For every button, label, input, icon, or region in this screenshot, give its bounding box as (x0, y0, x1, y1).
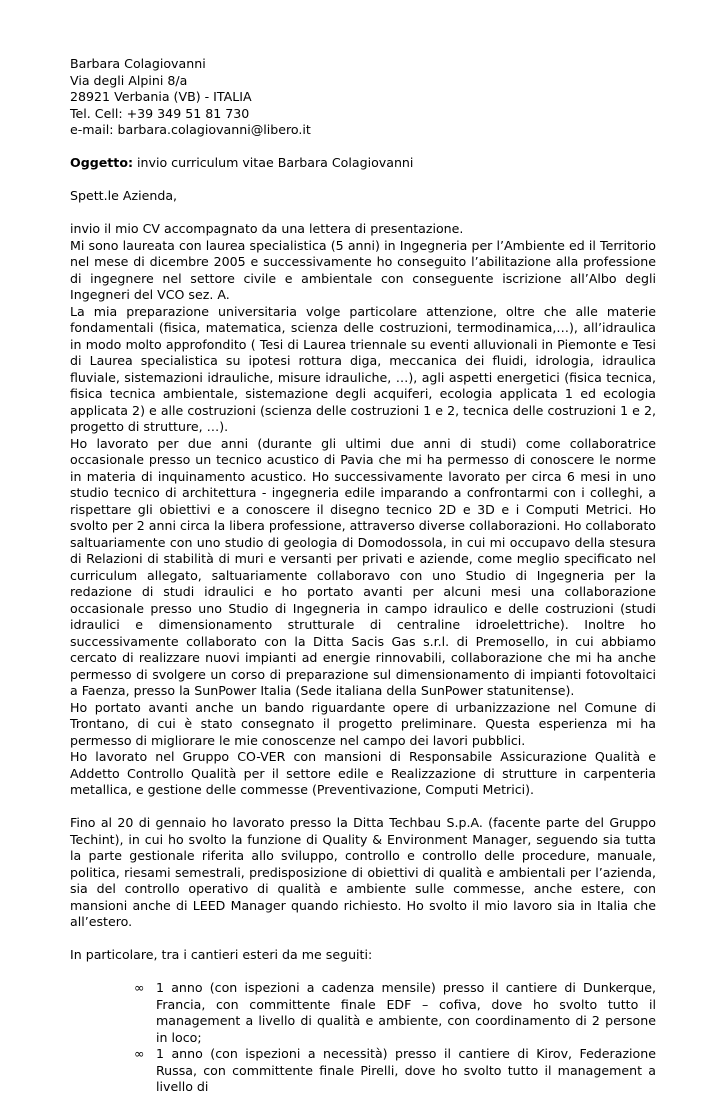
paragraph-experience: Ho lavorato per due anni (durante gli ultimi due anni di studi) come collaboratrice occasionale presso un tecnico acustico di Pavia che mi ha permesso di conoscere le norme in materia di inquinamento acustico. Ho successivamente lavorato per circa 6 mesi in uno studio tecnico di architettura - ingegneria edile imparando a confrontarmi con i colleghi, a rispettare gli obiettivi e a conoscere il disegno tecnico 2D e 3D e i Computi Metrici. Ho svolto per 2 anni circa la libera professione, attraverso diverse collaborazioni. Ho collaborato saltuariamente con uno studio di geologia di Domodossola, in cui mi occupavo della stesura di Relazioni di stabilità di muri e versanti per privati e aziende, come meglio specificato nel curriculum allegato, saltuariamente collaboravo con uno Studio di Ingegneria per la redazione di studi idraulici e ho portato avanti per alcuni mesi una collaborazione occasionale presso uno Studio di Ingegneria in campo idraulico e delle costruzioni (studi idraulici e dimensionamento strutturale di centraline idroelettriche). Inoltre ho successivamente collaborato con la Ditta Sacis Gas s.r.l. di Premosello, in cui abbiamo cercato di realizzare nuovi impianti ad energie rinnovabili, collaborazione che mi ha anche permesso di svolgere un corso di preparazione sul dimensionamento di impianti fotovoltaici a Faenza, presso la SunPower Italia (Sede italiana della SunPower statunitense). (70, 435, 656, 698)
list-item-text: 1 anno (con ispezioni a necessità) presso il cantiere di Kirov, Federazione Russa, con committente finale Pirelli, dove ho svolto tutto il management a livello di (156, 1046, 656, 1094)
paragraph-techbau: Fino al 20 di gennaio ho lavorato presso la Ditta Techbau S.p.A. (facente parte del Gruppo Techint), in cui ho svolto la funzione di Quality & Environment Manager, seguendo sia tutta la parte gestionale riferita allo sviluppo, controllo e controllo delle procedure, manuale, politica, riesami semestrali, predisposizione di obiettivi di qualità e ambientali per l’azienda, sia del controllo operativo di qualità e ambiente sulle commesse, anche estere, con mansioni anche di LEED Manager quando richiesto. Ho svolto il mio lavoro sia in Italia che all’estero. (70, 815, 656, 929)
sites-intro: In particolare, tra i cantieri esteri da me seguiti: (70, 947, 373, 962)
list-item-text: 1 anno (con ispezioni a cadenza mensile) presso il cantiere di Dunkerque, Francia, con committente finale EDF – cofiva, dove ho svolto tutto il management a livello di qualità e ambiente, con coordinamento di 2 persone in loco; (156, 980, 656, 1045)
paragraph-education: La mia preparazione universitaria volge particolare attenzione, oltre che alle materie fondamentali (fisica, matematica, scienza delle costruzioni, termodinamica,…), all’idraulica in modo molto approfondito ( Tesi di Laurea triennale su eventi alluvionali in Piemonte e Tesi di Laurea specialistica su ipotesi rottura diga, meccanica dei fluidi, idrologia, idraulica fluviale, sistemazioni idrauliche, misure idrauliche, …), agli aspetti energetici (fisica tecnica, fisica tecnica ambientale, sistemazione degli acquiferi, ecologia applicata 1 ed ecologia applicata 2) e alle costruzioni (scienza delle costruzioni 1 e 2, tecnica delle costruzioni 1 e 2, progetto di strutture, …). (70, 303, 656, 434)
list-item (134, 980, 656, 1046)
paragraph-public-works: Ho portato avanti anche un bando riguardante opere di urbanizzazione nel Comune di Trontano, di cui è stato consegnato il progetto preliminare. Questa esperienza mi ha permesso di migliorare le mie conoscenze nel campo dei lavori pubblici. (70, 699, 656, 748)
foreign-sites-list (70, 980, 656, 1096)
sender-name: Barbara Colagiovanni (70, 56, 206, 71)
sender-block (70, 56, 656, 139)
subject-line (70, 155, 656, 172)
subject-text: invio curriculum vitae Barbara Colagiovanni (133, 155, 414, 170)
sender-phone: Tel. Cell: +39 349 51 81 730 (70, 105, 250, 121)
sender-city: 28921 Verbania (VB) - ITALIA (70, 89, 252, 104)
paragraph-intro: invio il mio CV accompagnato da una lettera di presentazione. (70, 221, 464, 236)
salutation: Spett.le Azienda, (70, 188, 178, 203)
sender-street: Via degli Alpini 8/a (70, 72, 188, 88)
sender-email: e-mail: barbara.colagiovanni@libero.it (70, 122, 311, 137)
subject-label: Oggetto: (70, 155, 134, 170)
infinity-bullet-icon: ∞ (134, 980, 145, 995)
paragraph-cover: Ho lavorato nel Gruppo CO-VER con mansioni di Responsabile Assicurazione Qualità e Addetto Controllo Qualità per il settore edile e Realizzazione di strutture in carpenteria metallica, e gestione delle commesse (Preventivazione, Computi Metrici). (70, 749, 656, 797)
infinity-bullet-icon: ∞ (134, 1046, 145, 1061)
letter-page (70, 56, 656, 1096)
list-item (134, 1046, 656, 1096)
paragraph-degree: Mi sono laureata con laurea specialistica (5 anni) in Ingegneria per l’Ambiente ed il Territorio nel mese di dicembre 2005 e successivamente ho conseguito l’abilitazione alla professione di ingegnere nel settore civile e ambientale con conseguente iscrizione all’Albo degli Ingegneri del VCO sez. A. (70, 237, 656, 302)
